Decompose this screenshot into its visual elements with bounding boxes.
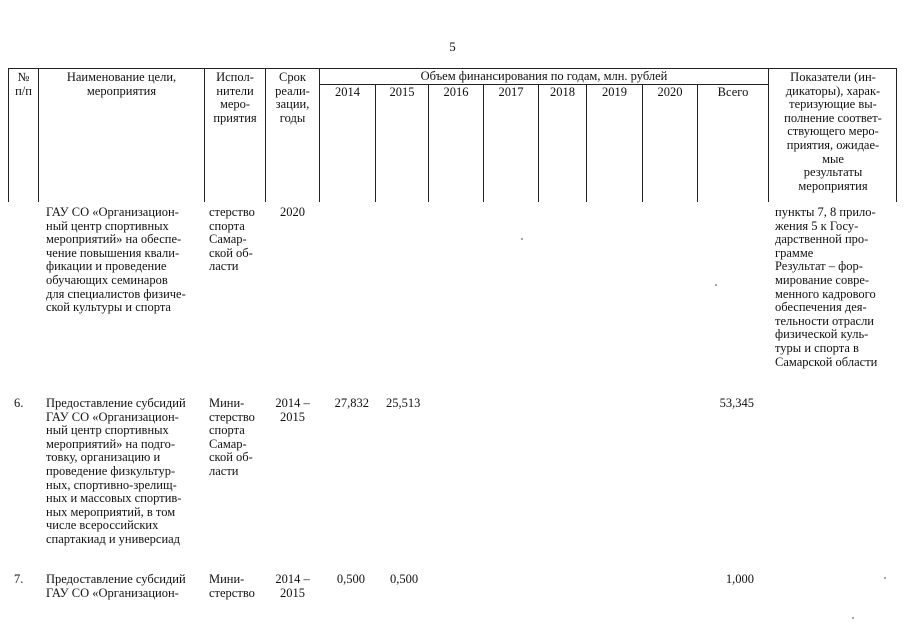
header-col-executors: Испол- нители меро- приятия [213, 70, 257, 125]
row-6-number: 6. [14, 396, 24, 410]
header-year-2016: 2016 [443, 85, 469, 99]
row-7-value-2015: 0,500 [390, 572, 419, 586]
header-year-2015: 2015 [389, 85, 415, 99]
row-cont-indicators: пункты 7, 8 прило- жения 5 к Госу- дарственной про- грамме Результат – фор- мирование совре- менного кадрового обеспечения дея- тельности отрасли физической куль- туры и спорта в Самарской области [775, 205, 878, 369]
row-6-term: 2014 – 2015 [275, 396, 310, 424]
scan-speck [884, 577, 886, 579]
row-7-name: Предоставление субсидий ГАУ СО «Организацион- [46, 572, 186, 600]
row-7-executors: Мини- стерство [209, 572, 255, 600]
row-6-value-2015: 25,513 [386, 396, 421, 410]
row-cont-name: ГАУ СО «Организацион- ный центр спортивных мероприятий» на обеспе- чение повышения квали- фикации и проведение обучающих семинаров для специалистов физиче- ской культуры и спорта [46, 205, 186, 315]
row-6-total: 53,345 [719, 396, 754, 410]
row-6-name: Предоставление субсидий ГАУ СО «Организацион- ный центр спортивных мероприятий» на подго- товку, организацию и проведение физкультур- ных, спортивно-зрелищ- ных и массовых спортив- ных мероприятий, в том числе всероссийских спартакиад и универсиад [46, 396, 186, 546]
header-year-2014: 2014 [335, 85, 360, 99]
scan-speck [852, 617, 854, 619]
header-col-term: Срок реали- зации, годы [275, 70, 310, 125]
header-col-name: Наименование цели, мероприятия [66, 70, 177, 98]
page-number: 5 [449, 39, 456, 54]
row-6-executors: Мини- стерство спорта Самар- ской об- ласти [209, 396, 255, 478]
row-7-term: 2014 – 2015 [275, 572, 310, 600]
row-7-value-2014: 0,500 [336, 572, 365, 586]
header-col-indicators: Показатели (ин- дикаторы), харак- теризующие вы- полнение соответ- ствующего меро- приятия, ожидае- мые результаты мероприятия [784, 70, 882, 193]
row-6-value-2014: 27,832 [334, 396, 369, 410]
header-year-2017: 2017 [498, 85, 524, 99]
header-year-2019: 2019 [602, 85, 627, 99]
header-col-number: № п/п [15, 70, 32, 98]
scan-speck [715, 284, 717, 286]
row-7-total: 1,000 [725, 572, 754, 586]
header-col-financing: Объем финансирования по годам, млн. рублей [420, 69, 668, 83]
row-cont-executors: стерство спорта Самар- ской об- ласти [209, 205, 255, 274]
row-7-number: 7. [14, 572, 24, 586]
header-total: Всего [717, 85, 749, 99]
header-year-2018: 2018 [550, 85, 575, 99]
row-cont-term: 2020 [280, 205, 305, 219]
scan-speck [521, 238, 523, 240]
header-year-2020: 2020 [657, 85, 683, 99]
